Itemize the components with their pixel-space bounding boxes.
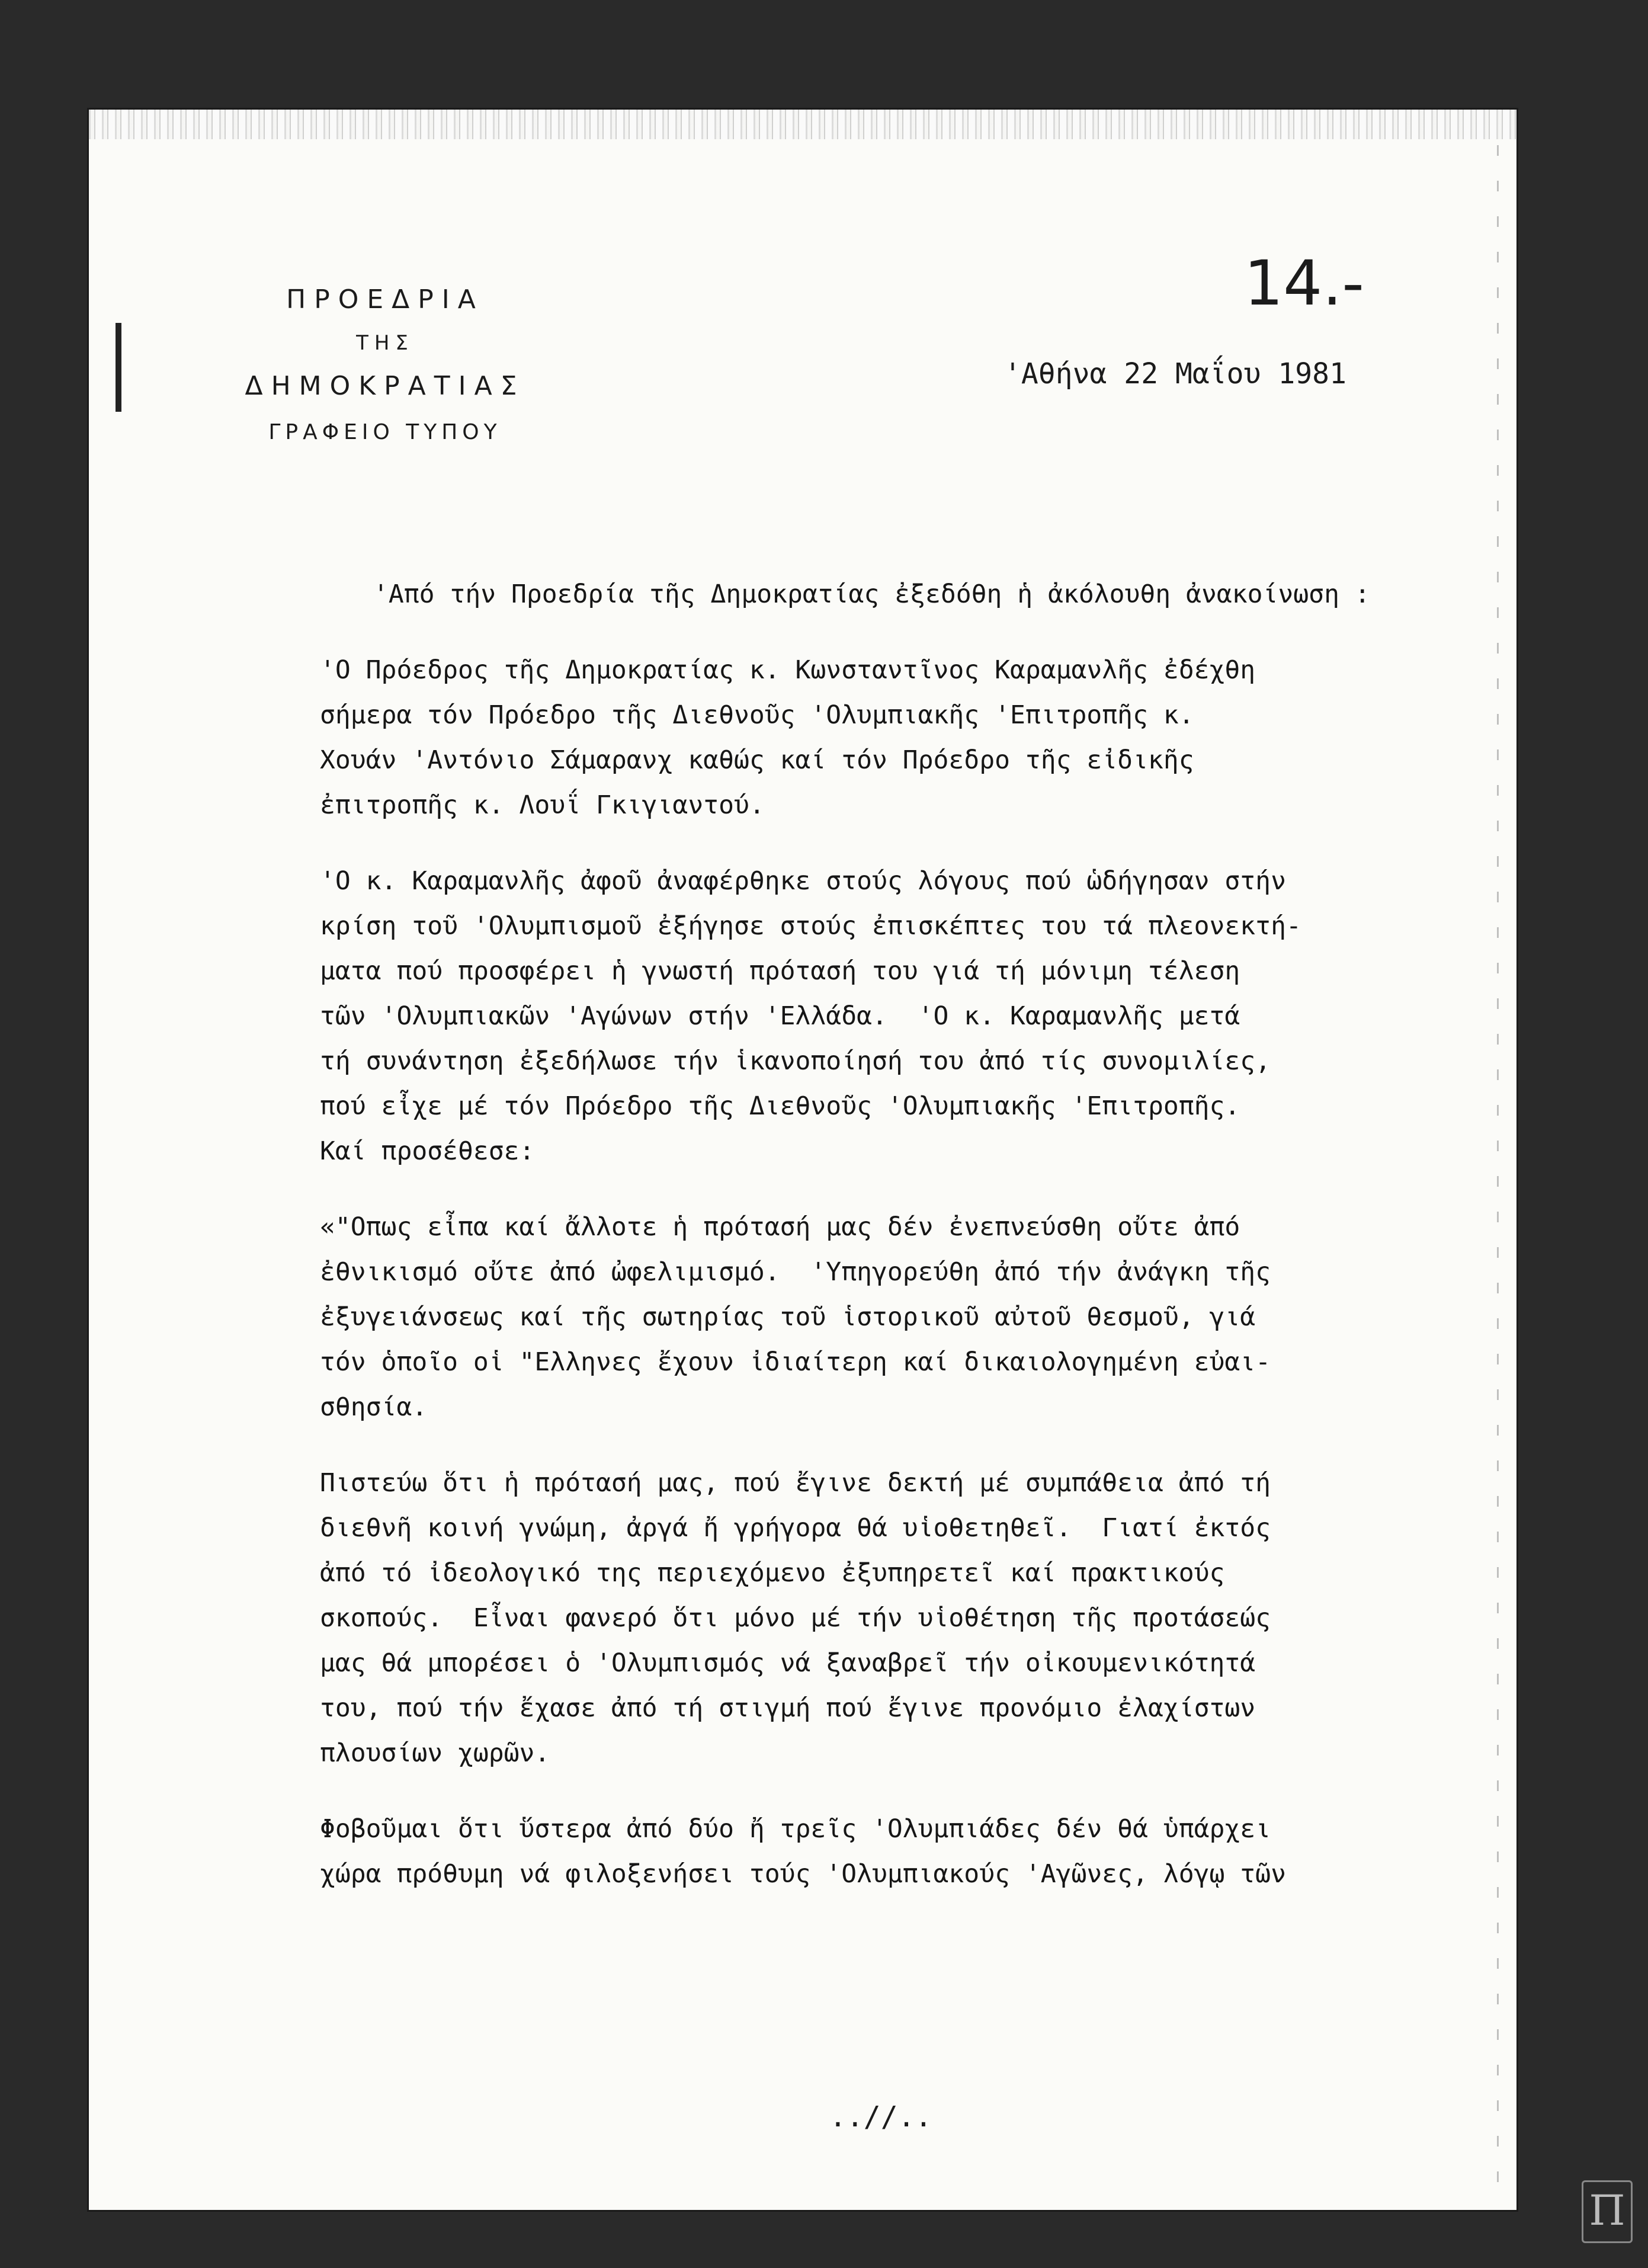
text-line: τῶν 'Ολυμπιακῶν 'Αγώνων στήν 'Ελλάδα. 'Ο κ. Καραμανλῆς μετά xyxy=(320,1001,1240,1031)
text-line: Χουάν 'Αντόνιο Σάμαρανχ καθώς καί τόν Πρόεδρο τῆς εἰδικῆς xyxy=(320,745,1194,775)
text-line: ἐθνικισμό οὔτε ἀπό ὠφελιμισμό. 'Υπηγορεύθη ἀπό τήν ἀνάγκη τῆς xyxy=(320,1257,1271,1287)
margin-bar-mark xyxy=(116,323,121,412)
text-line: τόν ὁποῖο οἱ "Ελληνες ἔχουν ἰδιαίτερη καί δικαιολογημένη εὐαι- xyxy=(320,1347,1271,1377)
scan-top-band xyxy=(89,110,1516,139)
archive-logo-icon: Π xyxy=(1582,2180,1633,2243)
text-line: 'Ο κ. Καραμανλῆς ἀφοῦ ἀναφέρθηκε στούς λόγους πού ὡδήγησαν στήν xyxy=(320,866,1286,896)
text-line: τή συνάντηση ἐξεδήλωσε τήν ἱκανοποίησή του ἀπό τίς συνομιλίες, xyxy=(320,1046,1271,1076)
document-date: 'Αθήνα 22 Μαΐου 1981 xyxy=(1004,357,1346,390)
text-line: Καί προσέθεσε: xyxy=(320,1136,535,1166)
text-line: Φοβοῦμαι ὅτι ὕστερα ἀπό δύο ἤ τρεῖς 'Ολυμπιάδες δέν θά ὑπάρχει xyxy=(320,1814,1271,1844)
text-line: ἐπιτροπῆς κ. Λουΐ Γκιγιαντού. xyxy=(320,790,765,820)
text-line: του, πού τήν ἔχασε ἀπό τή στιγμή πού ἔγινε προνόμιο ἐλαχίστων xyxy=(320,1693,1256,1723)
text-line: ἀπό τό ἰδεολογικό της περιεχόμενο ἐξυπηρετεῖ καί πρακτικούς xyxy=(320,1558,1225,1588)
text-line: Πιστεύω ὅτι ἡ πρότασή μας, πού ἔγινε δεκτή μέ συμπάθεια ἀπό τή xyxy=(320,1468,1271,1498)
text-line: πού εἶχε μέ τόν Πρόεδρο τῆς Διεθνοῦς 'Ολυμπιακῆς 'Επιτροπῆς. xyxy=(320,1091,1240,1121)
page-number: 14.- xyxy=(1244,247,1364,319)
text-line: ματα πού προσφέρει ἡ γνωστή πρότασή του γιά τή μόνιμη τέλεση xyxy=(320,956,1240,986)
text-line: 'Από τήν Προεδρία τῆς Δημοκρατίας ἐξεδόθη ἡ ἀκόλουθη ἀνακοίνωση : xyxy=(373,579,1370,609)
office-line-2: ΤΗΣ xyxy=(356,331,414,355)
paragraph-2 xyxy=(320,858,1493,1174)
text-line: κρίση τοῦ 'Ολυμπισμοῦ ἐξήγησε στούς ἐπισκέπτες του τά πλεονεκτή- xyxy=(320,911,1301,941)
paragraph-1 xyxy=(320,648,1493,828)
text-line: διεθνῆ κοινή γνώμη, ἀργά ἤ γρήγορα θά υἱοθετηθεῖ. Γιατί ἐκτός xyxy=(320,1513,1271,1543)
intro-paragraph xyxy=(373,572,1493,617)
paragraph-4 xyxy=(320,1460,1493,1776)
document-body xyxy=(320,572,1493,1927)
text-line: σθησία. xyxy=(320,1392,428,1422)
document-page xyxy=(89,110,1516,2210)
text-line: χώρα πρόθυμη νά φιλοξενήσει τούς 'Ολυμπιακούς 'Αγῶνες, λόγῳ τῶν xyxy=(320,1859,1286,1889)
paragraph-3 xyxy=(320,1205,1493,1430)
office-line-3: ΔΗΜΟΚΡΑΤΙΑΣ xyxy=(245,371,525,401)
paragraph-5 xyxy=(320,1806,1493,1897)
office-line-4: ΓΡΑΦΕΙΟ ΤΥΠΟΥ xyxy=(268,420,502,444)
text-line: μας θά μπορέσει ὁ 'Ολυμπισμός νά ξαναβρεῖ τήν οἰκουμενικότητά xyxy=(320,1648,1256,1678)
office-line-1: ΠΡΟΕΔΡΙΑ xyxy=(286,284,484,315)
text-line: 'Ο Πρόεδρος τῆς Δημοκρατίας κ. Κωνσταντῖνος Καραμανλῆς ἐδέχθη xyxy=(320,655,1256,685)
continuation-mark: ..//.. xyxy=(829,2100,932,2134)
text-line: «"Οπως εἶπα καί ἄλλοτε ἡ πρότασή μας δέν ἐνεπνεύσθη οὔτε ἀπό xyxy=(320,1212,1240,1242)
text-line: ἐξυγειάνσεως καί τῆς σωτηρίας τοῦ ἱστορικοῦ αὐτοῦ θεσμοῦ, γιά xyxy=(320,1302,1256,1332)
scan-edge-marks xyxy=(1497,145,1499,2183)
text-line: σήμερα τόν Πρόεδρο τῆς Διεθνοῦς 'Ολυμπιακῆς 'Επιτροπῆς κ. xyxy=(320,700,1194,730)
text-line: σκοπούς. Εἶναι φανερό ὅτι μόνο μέ τήν υἱοθέτηση τῆς προτάσεώς xyxy=(320,1603,1271,1633)
office-heading xyxy=(195,274,575,453)
text-line: πλουσίων χωρῶν. xyxy=(320,1738,550,1768)
